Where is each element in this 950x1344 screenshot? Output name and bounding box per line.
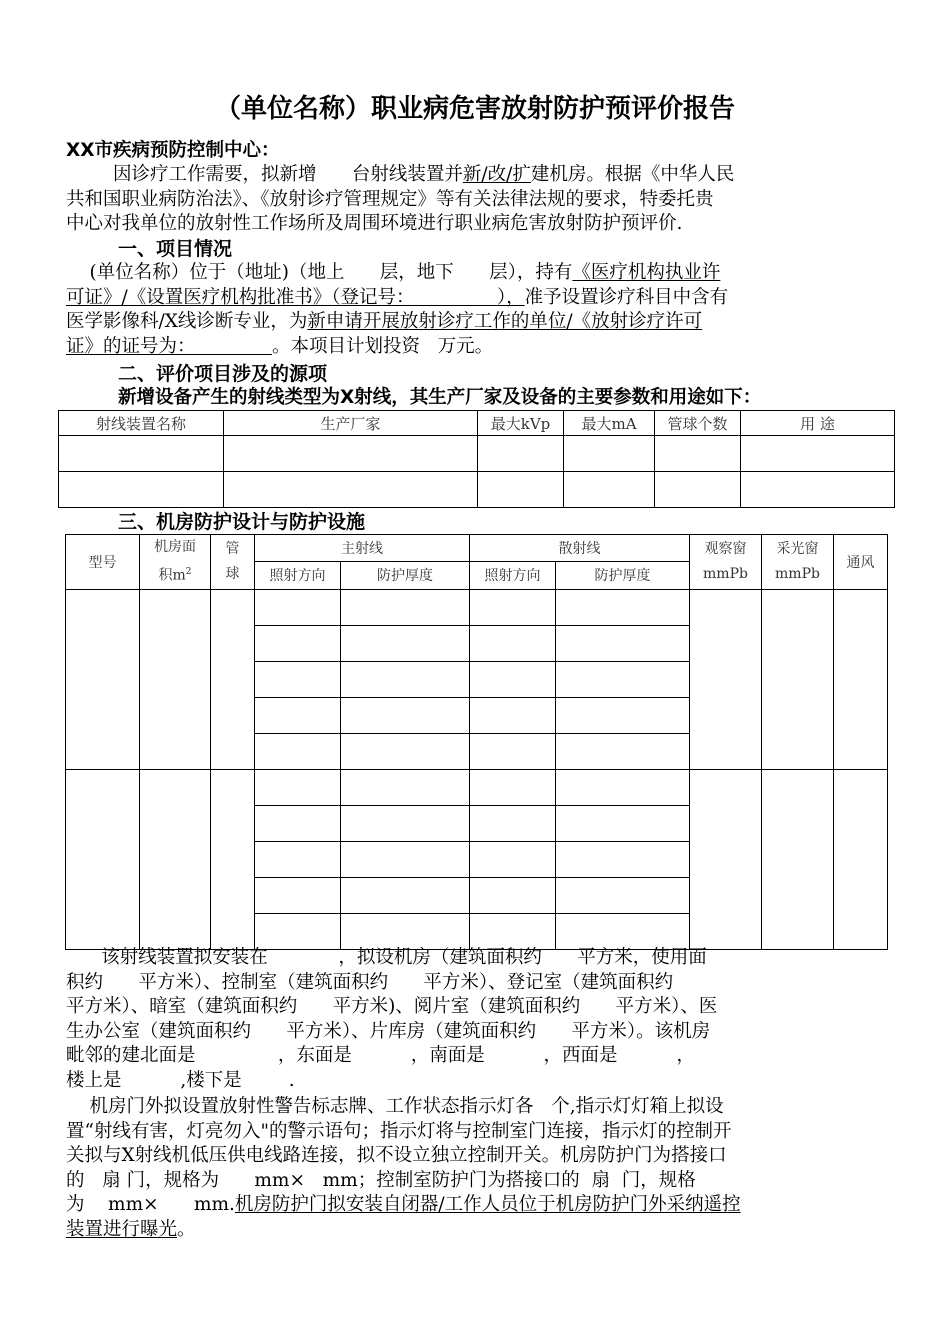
shielding-table: [65, 534, 888, 950]
install-l6-c: .: [288, 1069, 295, 1091]
s1-line1-b: 层，地下: [379, 262, 454, 283]
s1-line2-b: ），: [496, 286, 525, 308]
install-l2-c: 平方米）、登记室（建筑面积约: [423, 971, 674, 993]
door-l4-e: mm；控制室防护门为搭接口的: [322, 1169, 580, 1191]
col-header-observation-window: 观察窗 mmPb: [690, 535, 762, 590]
install-l5-c: ，南面是: [410, 1045, 485, 1066]
door-l1-b: 个,指示灯灯箱上拟设: [551, 1096, 724, 1117]
door-l4-b: 扇: [102, 1169, 121, 1191]
s1-line2-c: 准予设置诊疗科目中含有: [524, 286, 729, 308]
door-l2: 置“射线有害，灯亮勿入"的警示语句；指示灯将与控制室门连接，指示灯的控制开: [66, 1120, 732, 1142]
install-l4-c: 平方米）。该机房: [571, 1020, 711, 1042]
install-l3-c: 平方米）、医: [615, 996, 718, 1017]
section1-heading: 一、项目情况: [118, 238, 233, 260]
salutation: XX市疾病预防控制中心：: [66, 140, 280, 161]
col-header-manufacturer: 生产厂家: [224, 411, 478, 436]
table-header-row: [66, 535, 888, 562]
intro-line1-d: 建机房。根据《中华人民: [530, 164, 735, 185]
col-header-primary-thickness: 防护厚度: [341, 562, 470, 589]
intro-paragraph: [66, 163, 884, 237]
s1-line4-c: 万元。: [437, 335, 494, 357]
col-header-primary-direction: 照射方向: [255, 562, 341, 589]
intro-line1-c: 新/改/扩: [462, 164, 531, 185]
document-title: （单位名称）职业病危害放射防护预评价报告: [214, 94, 735, 124]
door-l6-a: 装置进行曝光: [66, 1218, 178, 1240]
col-header-tube: 管 球: [211, 535, 255, 590]
table-row: [59, 436, 895, 472]
install-l5-b: ，东面是: [277, 1045, 352, 1066]
install-l5-e: ，: [676, 1045, 695, 1066]
section2-subheading: 新增设备产生的射线类型为X射线，其生产厂家及设备的主要参数和用途如下：: [118, 387, 762, 408]
col-header-lighting-window: 采光窗 mmPb: [762, 535, 834, 590]
col-header-max-kvp: 最大kVp: [478, 411, 564, 436]
door-l5-a: 为: [66, 1194, 85, 1215]
install-l6-b: ,楼下是: [180, 1069, 242, 1091]
install-l5-a: 毗邻的建北面是: [66, 1045, 196, 1066]
install-l2-b: 平方米）、控制室（建筑面积约: [138, 971, 389, 993]
table-row: [66, 589, 888, 625]
col-header-ventilation: 通风: [834, 535, 888, 590]
door-l5-d: 机房防护门拟安装自闭器/工作人员位于机房防护门外采纳遥控: [234, 1194, 741, 1215]
intro-line2: 共和国职业病防治法》、《放射诊疗管理规定》等有关法律法规的要求，特委托贵: [66, 188, 714, 210]
install-l3-a: 平方米）、暗室（建筑面积约: [66, 996, 298, 1017]
door-l5-c: mm.: [193, 1194, 235, 1215]
install-l5-d: ，西面是: [543, 1045, 618, 1066]
install-l1-b: ，拟设机房（建筑面积约: [338, 947, 542, 968]
door-l4-a: 的: [66, 1169, 85, 1191]
door-l6-b: 。: [177, 1218, 196, 1240]
door-l4-d: mm×: [254, 1169, 305, 1191]
s1-line4-a: 证》的证号为：: [66, 335, 196, 357]
s1-line1-d: 《医疗机构执业许: [572, 262, 721, 283]
door-l5-b: mm×: [108, 1194, 159, 1215]
s1-line1-c: 层），持有: [489, 262, 573, 283]
door-l4-c: 门，规格为: [126, 1169, 220, 1191]
intro-line1-a: 因诊疗工作需要，拟新增: [113, 164, 317, 185]
s1-line3-b: 新申请开展放射诊疗工作的单位/《放射诊疗许可: [307, 311, 703, 332]
col-header-scatter-direction: 照射方向: [470, 562, 556, 589]
s1-line2-a: 可证》/《设置医疗机构批准书》（登记号：: [66, 286, 415, 308]
intro-line3: 中心对我单位的放射性工作场所及周围环境进行职业病危害放射防护预评价.: [66, 213, 683, 234]
install-l3-b: 平方米)、阅片室（建筑面积约: [332, 996, 581, 1017]
door-l1-a: 机房门外拟设置放射性警告标志牌、工作状态指示灯各: [89, 1096, 534, 1117]
table-header-row: [59, 411, 895, 436]
s1-line4-b: 。本项目计划投资: [271, 335, 420, 357]
col-header-device-name: 射线装置名称: [59, 411, 224, 436]
door-paragraph: [66, 1095, 884, 1242]
table-row: [59, 472, 895, 508]
intro-line1-b: 台射线装置并: [351, 164, 463, 185]
table-row: [66, 769, 888, 805]
installation-paragraph: [66, 946, 884, 1093]
install-l1-c: 平方米，使用面: [577, 947, 707, 968]
section3-heading: 三、机房防护设计与防护设施: [118, 511, 366, 533]
s1-line1-a: (单位名称）位于（地址)（地上: [89, 262, 345, 283]
door-l4-f: 扇: [591, 1169, 611, 1191]
s1-line3-a: 医学影像科/X线诊断专业，为: [66, 311, 308, 332]
install-l1-a: 该射线装置拟安装在: [101, 947, 268, 968]
door-l4-g: 门，规格: [621, 1169, 696, 1191]
install-l6-a: 楼上是: [66, 1069, 122, 1091]
install-l4-a: 生办公室（建筑面积约: [66, 1020, 252, 1042]
col-header-room-area: 机房面 积$m^2$: [140, 535, 211, 590]
col-header-model: 型号: [66, 535, 140, 590]
section2-heading: 二、评价项目涉及的源项: [118, 363, 328, 385]
equipment-table: [58, 410, 895, 508]
install-l4-b: 平方米）、片库房（建筑面积约: [286, 1020, 537, 1042]
col-header-usage: 用 途: [741, 411, 895, 436]
col-header-tube-count: 管球个数: [655, 411, 741, 436]
door-l3: 关拟与X射线机低压供电线路连接，拟不设立独立控制开关。机房防护门为搭接口: [66, 1145, 727, 1166]
col-header-scattered-beam: 散射线: [470, 535, 690, 562]
section1-paragraph: [66, 261, 884, 359]
col-header-scatter-thickness: 防护厚度: [556, 562, 690, 589]
col-header-primary-beam: 主射线: [255, 535, 470, 562]
col-header-max-ma: 最大mA: [564, 411, 655, 436]
install-l2-a: 积约: [66, 971, 104, 993]
